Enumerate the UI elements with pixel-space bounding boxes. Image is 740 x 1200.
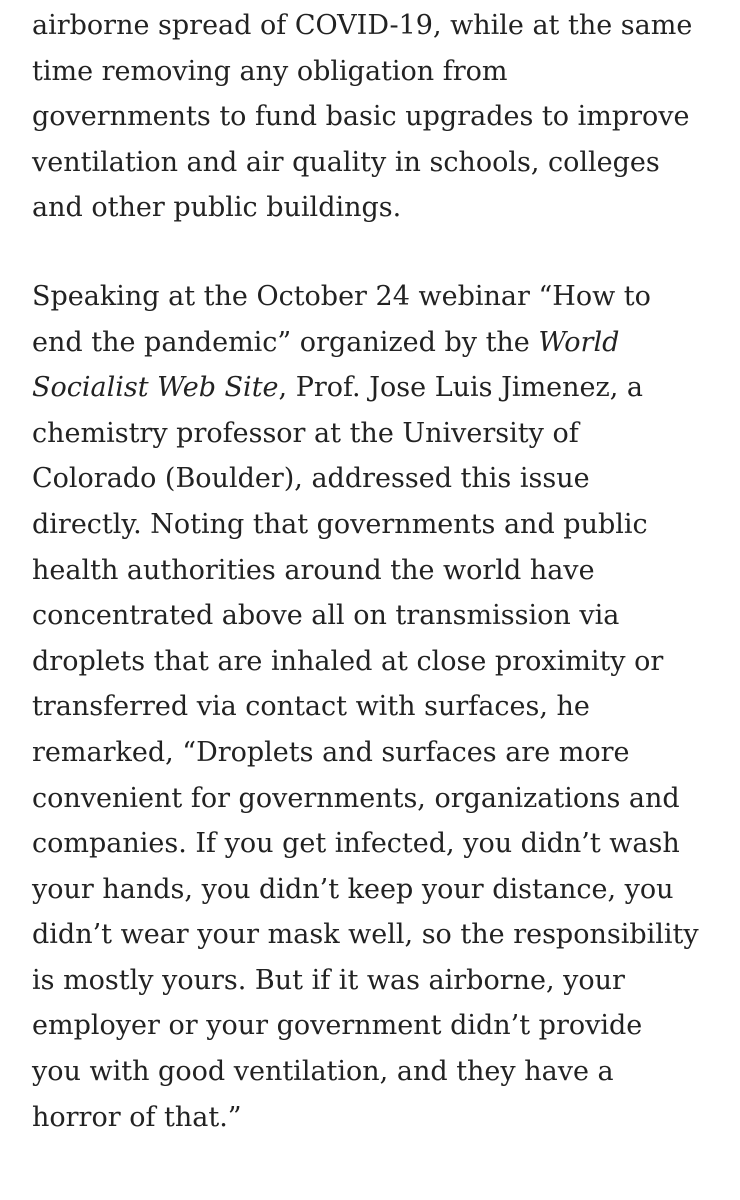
text-line (32, 365, 722, 411)
text-line: Colorado (Boulder), addressed this issue (32, 463, 590, 495)
text-line: didn’t wear your mask well, so the responsibility (32, 919, 699, 951)
text-line: employer or your government didn’t provide (32, 1010, 643, 1042)
article-body (32, 0, 722, 1140)
text-segment: end the pandemic” organized by the (32, 326, 539, 358)
text-line: you with good ventilation, and they have a (32, 1056, 614, 1088)
text-line: directly. Noting that governments and public (32, 508, 648, 540)
text-line: airborne spread of COVID-19, while at the same (32, 10, 693, 41)
publication-name-italic: World (538, 326, 620, 358)
text-line: companies. If you get infected, you didn’t wash (32, 828, 680, 860)
text-line: horror of that.” (32, 1101, 242, 1133)
text-line: and other public buildings. (32, 192, 402, 224)
text-line: convenient for governments, organizations and (32, 782, 680, 814)
text-line: droplets that are inhaled at close proximity or (32, 645, 664, 677)
text-line: time removing any obligation from (32, 55, 508, 87)
text-line: governments to fund basic upgrades to improve (32, 101, 690, 133)
text-line: is mostly yours. But if it was airborne, your (32, 964, 625, 996)
text-line: Speaking at the October 24 webinar “How to (32, 280, 651, 312)
text-segment: , Prof. Jose Luis Jimenez, a (278, 372, 644, 404)
text-line: your hands, you didn’t keep your distance, you (32, 873, 674, 905)
paragraph-webinar-quote (32, 274, 722, 1140)
paragraph-spacer (32, 231, 722, 274)
text-line (32, 320, 722, 366)
text-line: chemistry professor at the University of (32, 417, 579, 449)
publication-name-italic: Socialist Web Site (32, 372, 279, 404)
text-line: health authorities around the world have (32, 554, 595, 586)
paragraph-ventilation (32, 3, 722, 231)
text-line: remarked, “Droplets and surfaces are more (32, 736, 630, 768)
text-line: ventilation and air quality in schools, colleges (32, 146, 660, 178)
text-line: transferred via contact with surfaces, he (32, 691, 590, 723)
text-line: concentrated above all on transmission via (32, 600, 620, 632)
